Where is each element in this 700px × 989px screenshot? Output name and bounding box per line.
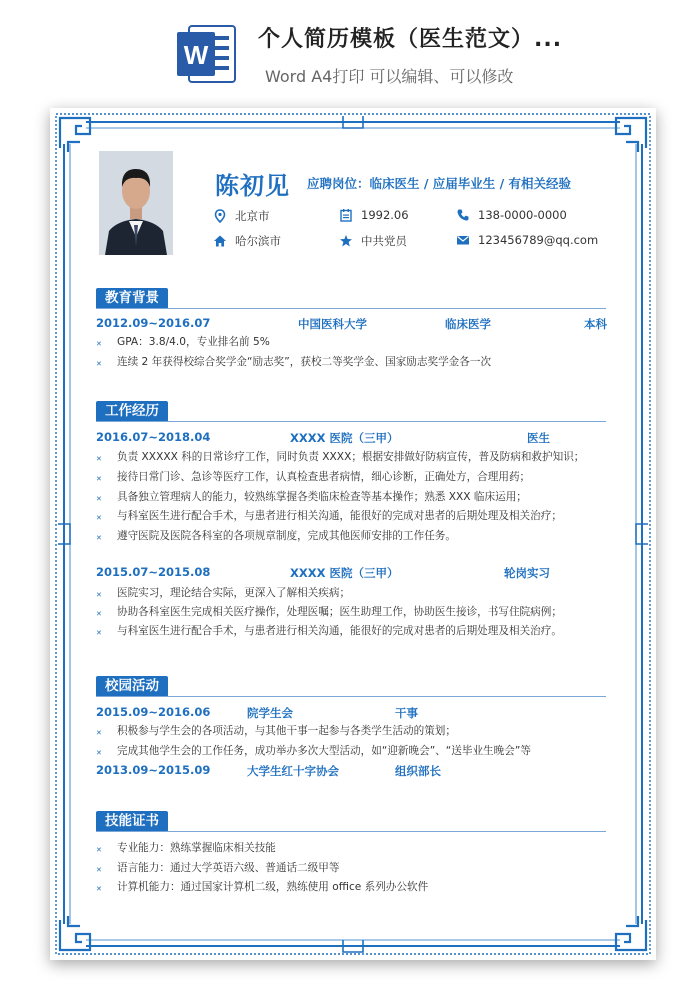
section-divider xyxy=(96,831,606,832)
file-title: 个人简历模板（医生范文）... xyxy=(258,27,563,52)
phone-text: 138-0000-0000 xyxy=(478,208,567,222)
section-title-campus: 校园活动 xyxy=(96,676,168,697)
candidate-name: 陈初见 xyxy=(215,172,290,200)
education-degree: 本科 xyxy=(584,317,607,331)
email-info xyxy=(456,233,598,247)
section-divider xyxy=(96,308,606,309)
home-icon xyxy=(213,234,227,248)
profile-photo xyxy=(99,151,173,255)
email-text: 123456789@qq.com xyxy=(478,233,599,247)
location-pin-icon xyxy=(213,209,227,223)
star-flag-icon xyxy=(339,234,353,248)
activity-org: 大学生红十字协会 xyxy=(247,764,339,778)
job-org: XXXX 医院（三甲） xyxy=(290,431,399,445)
file-subtitle: Word A4打印 可以编辑、可以修改 xyxy=(265,67,514,86)
mail-icon xyxy=(456,233,470,247)
activity-period: 2015.09~2016.06 xyxy=(96,705,211,719)
activity-period: 2013.09~2015.09 xyxy=(96,763,211,777)
education-row xyxy=(96,316,608,332)
activity-org: 院学生会 xyxy=(247,706,293,720)
job-role: 医生 xyxy=(527,431,550,445)
job-org: XXXX 医院（三甲） xyxy=(290,566,399,580)
section-divider xyxy=(96,696,606,697)
section-divider xyxy=(96,421,606,422)
activity-role: 干事 xyxy=(395,706,418,720)
hometown-info xyxy=(213,233,281,249)
section-title-skills: 技能证书 xyxy=(96,811,168,832)
location-info xyxy=(213,208,270,224)
file-banner xyxy=(0,0,700,100)
birth-info xyxy=(339,208,409,222)
calendar-icon xyxy=(339,208,353,222)
education-school: 中国医科大学 xyxy=(298,317,367,331)
phone-icon xyxy=(456,208,470,222)
section-title-work: 工作经历 xyxy=(96,401,168,422)
job-period: 2016.07~2018.04 xyxy=(96,430,211,444)
activity-row xyxy=(96,763,608,779)
politics-info xyxy=(339,233,407,249)
politics-text: 中共党员 xyxy=(361,234,407,248)
phone-info xyxy=(456,208,567,222)
resume-page: 陈初见 应聘岗位：临床医生 / 应届毕业生 / 有相关经验 北京市 1992.06 138-0000-0000 哈尔滨市 中共党员 123456789@qq.com 教育背景 2012.09~2016.07 中国医科大学 临床医学 本科 GPA：3.8/4.0，专业排名前 5% 连续 2 年获得校综合奖学金“励志奖”，获校二等奖学金、国家励志奖学金各一次 工作经历 2016.07~2018.04 XXXX 医院（三甲） 医生 负责 XXXXX 科的日常诊疗工作，同时负责 XXXX；根据安排做好防病宣传，普及防病和救护知识； 接待日常门诊、急诊等医疗工作，认真检查患者病情，细心诊断，正确处方，合理用药； 具备独立管理病人的能力，较熟练掌握各类临床检查等基本操作；熟悉 XXX 临床运用； 与科室医生进行配合手术，与患者进行相关沟通，能很好的完成对患者的后期处理及相关治疗； 遵守医院及医院各科室的各项规章制度，完成其他医师安排的工作任务。 2015.07~2015.08 XXXX 医院（三甲） 轮岗实习 医院实习，理论结合实际，更深入了解相关疾病； 协助各科室医生完成相关医疗操作，处理医嘱；医生助理工作，协助医生接诊，书写住院病例； 与科室医生进行配合手术，与患者进行相关沟通，能很好的完成对患者的后期处理及相关治疗。 校园活动 2015.09~2016.06 院学生会 干事 积极参与学生会的各项活动，与其他干事一起参与各类学生活动的策划； 完成其他学生会的工作任务，成功举办多次大型活动，如“迎新晚会”、“送毕业生晚会”等 2013.09~2015.09 大学生红十字协会 组织部长 技能证书 专业能力：熟练掌握临床相关技能 语言能力：通过大学英语六级、普通话二级甲等 计算机能力：通过国家计算机二级，熟练使用 office 系列办公软件 xyxy=(50,108,656,960)
svg-text:W: W xyxy=(183,40,209,70)
hometown-text: 哈尔滨市 xyxy=(235,234,281,248)
birth-text: 1992.06 xyxy=(361,208,409,222)
activity-role: 组织部长 xyxy=(395,764,441,778)
target-position: 应聘岗位：临床医生 / 应届毕业生 / 有相关经验 xyxy=(307,176,572,191)
location-text: 北京市 xyxy=(235,209,270,223)
job-period: 2015.07~2015.08 xyxy=(96,565,211,579)
section-title-education: 教育背景 xyxy=(96,288,168,309)
education-period: 2012.09~2016.07 xyxy=(96,316,211,330)
education-major: 临床医学 xyxy=(445,317,491,331)
job-row xyxy=(96,430,608,446)
job-role: 轮岗实习 xyxy=(504,566,550,580)
word-document-icon xyxy=(175,22,239,86)
activity-row xyxy=(96,705,608,721)
job-row xyxy=(96,565,608,581)
